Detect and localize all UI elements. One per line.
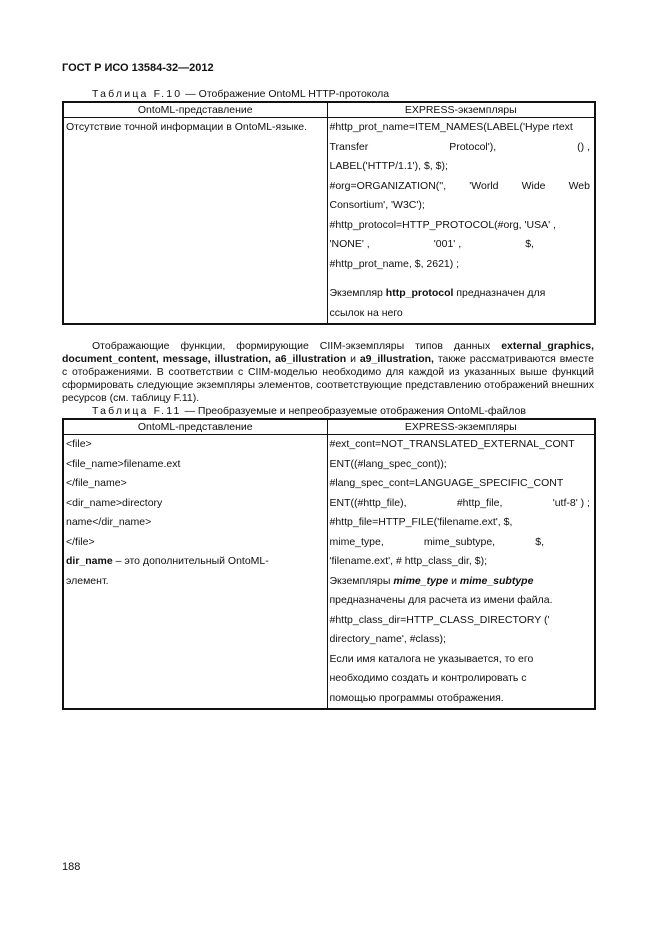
- cell-text: Отсутствие точной информации в OntoML-языке.: [66, 121, 308, 133]
- code-line: #http_class_dir=HTTP_CLASS_DIRECTORY (': [329, 613, 550, 626]
- table-row: [63, 118, 595, 325]
- code-line: mime_type, mime_subtype, $,: [329, 535, 544, 548]
- table-f11: [62, 418, 596, 710]
- table1-caption-number: Таблица F.10: [92, 88, 183, 100]
- column-header-express: EXPRESS-экземпляры: [327, 419, 595, 435]
- code-line: 'filename.ext', # http_class_dir, $);: [329, 555, 488, 567]
- xml-line: <file>: [66, 438, 92, 450]
- document-header: ГОСТ Р ИСО 13584-32—2012: [62, 62, 214, 74]
- table2-caption-number: Таблица F.11: [92, 405, 182, 417]
- code-line: #lang_spec_cont=LANGUAGE_SPECIFIC_CONT: [329, 477, 564, 489]
- xml-line: name</dir_name>: [66, 516, 152, 528]
- code-line: #http_protocol=HTTP_PROTOCOL(#org, 'USA' ,: [329, 218, 556, 231]
- note-line: Экземпляр http_protocol предназначен для: [329, 287, 546, 299]
- ontoml-cell: [63, 118, 327, 325]
- table-header-row: [63, 419, 595, 435]
- note-line: необходимо создать и контролировать с: [329, 672, 527, 684]
- code-line: #http_prot_name, $, 2621) ;: [329, 257, 460, 270]
- code-line: #org=ORGANIZATION('', 'World Wide Web: [329, 179, 590, 192]
- table-f10: [62, 101, 596, 325]
- ontoml-cell: [63, 435, 327, 710]
- xml-line: </file>: [66, 535, 95, 548]
- table-header-row: [63, 102, 595, 118]
- xml-line: </file_name>: [66, 477, 127, 489]
- code-line: #ext_cont=NOT_TRANSLATED_EXTERNAL_CONT: [329, 438, 575, 450]
- column-header-ontoml: OntoML-представление: [63, 419, 327, 435]
- express-cell: [327, 435, 595, 710]
- page-number: 188: [62, 861, 81, 873]
- code-line: LABEL('HTTP/1.1'), $, $);: [329, 160, 448, 172]
- code-line: ENT((#lang_spec_cont));: [329, 457, 447, 470]
- body-paragraph: Отображающие функции, формирующие CIIM-экземпляры типов данных external_graphics, document_content, message, illustration, a6_illustration и a9_illustration, также рассматриваются вместе с отображениями. В соответствии с CIIM-моделью необходимо для каждой из указанных выше функций сформировать следующие экземпляры элементов, соответствующие представлению отображений внешних ресурсов (см. таблицу F.11).: [62, 340, 594, 404]
- note-line: ссылок на него: [329, 306, 403, 319]
- column-header-express: EXPRESS-экземпляры: [327, 102, 595, 118]
- note-line: dir_name – это дополнительный OntoML-: [66, 555, 269, 567]
- code-line: directory_name', #class);: [329, 633, 446, 645]
- table1-caption-title: — Отображение OntoML HTTP-протокола: [182, 88, 390, 100]
- express-cell: [327, 118, 595, 325]
- column-header-ontoml: OntoML-представление: [63, 102, 327, 118]
- code-line: 'NONE' , '001' , $,: [329, 238, 534, 250]
- xml-line: <file_name>filename.ext: [66, 457, 181, 470]
- code-line: Transfer Protocol'), () ,: [329, 140, 590, 153]
- note-line: Если имя каталога не указывается, то его: [329, 652, 534, 665]
- code-line: ENT((#http_file), #http_file, 'utf-8' ) ;: [329, 496, 590, 509]
- xml-line: <dir_name>directory: [66, 496, 163, 509]
- note-line: элемент.: [66, 574, 109, 587]
- note-line: предназначены для расчета из имени файла.: [329, 594, 553, 606]
- code-line: Consortium', 'W3C');: [329, 199, 425, 211]
- note-line: помощью программы отображения.: [329, 691, 504, 704]
- table2-caption-title: — Преобразуемые и непреобразуемые отображения OntoML-файлов: [181, 405, 526, 417]
- note-line: Экземпляры mime_type и mime_subtype: [329, 574, 534, 587]
- code-line: #http_file=HTTP_FILE('filename.ext', $,: [329, 516, 513, 528]
- table-row: [63, 435, 595, 710]
- table2-caption: [92, 405, 526, 417]
- table1-caption: [92, 88, 389, 100]
- code-line: #http_prot_name=ITEM_NAMES(LABEL('Hype rtext: [329, 121, 573, 133]
